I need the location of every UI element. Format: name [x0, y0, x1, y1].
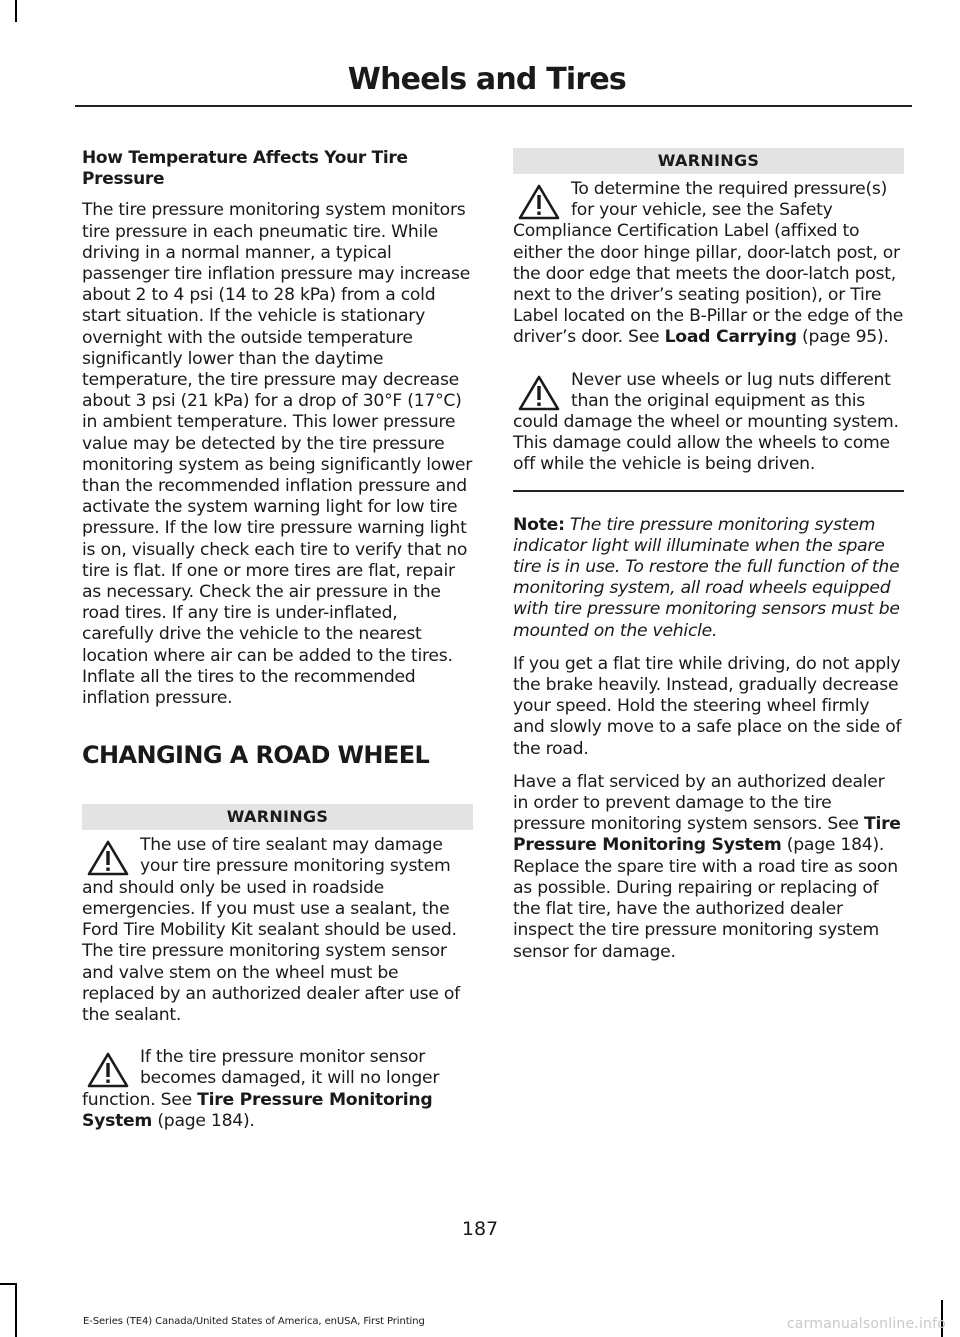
service-text-suffix: (page 184). Replace the spare tire with a road tire as soon as possible. During repairing or replacing of the flat tire, have the authorized dealer inspect the tire pressure monitoring system sensor for damage.: [513, 835, 898, 962]
service-text-lead: Have a flat serviced by an authorized dealer in order to prevent damage to the tire pressure monitoring system sensors. See: [513, 771, 885, 835]
warning-text-lead: If the tire pressure monitor sensor becomes damaged, it will no longer function. See: [82, 1047, 440, 1110]
edition-footer: E-Series (TE4) Canada/United States of America, enUSA, First Printing: [83, 1316, 425, 1327]
watermark: carmanualsonline.info: [786, 1316, 946, 1332]
warning-item: [513, 179, 904, 349]
warning-text: [82, 1047, 473, 1132]
load-carrying-link[interactable]: Load Carrying: [664, 327, 797, 348]
note: [513, 515, 904, 642]
temp-paragraph: The tire pressure monitoring system monitors tire pressure in each pneumatic tire. While driving in a normal manner, a typical passenger tire inflation pressure may increase about 2 to 4 psi (14 to 28 kPa) from a cold start situation. If the vehicle is stationary overnight with the outside temperature significantly lower than the daytime temperature, the tire pressure may decrease about 3 psi (21 kPa) for a drop of 30°F (17°C) in ambient temperature. This lower pressure value may be detected by the tire pressure monitoring system as being significantly lower than the recommended inflation pressure and activate the system warning light for low tire pressure. If the low tire pressure warning light is on, visually check each tire to verify that no tire is flat. If one or more tires are flat, repair as necessary. Check the air pressure in the road tires. If any tire is under-inflated, carefully drive the vehicle to the nearest location where air can be added to the tires. Inflate all the tires to the recommended inflation pressure.: [82, 200, 473, 709]
warning-triangle-icon: [517, 374, 561, 412]
warnings-bar: WARNINGS: [82, 804, 473, 830]
flat-tire-paragraph: If you get a flat tire while driving, do not apply the brake heavily. Instead, gradually decrease your speed. Hold the steering wheel firmly and slowly move to a safe place on the side of the road.: [513, 653, 902, 759]
crop-mark-top-left: [15, 0, 17, 22]
warning-item: [513, 370, 904, 476]
warnings-end-rule: [513, 490, 904, 492]
warning-triangle-icon: [517, 183, 561, 221]
warning-item: [82, 835, 473, 1026]
tpms-link[interactable]: Tire Pressure Monitoring System: [513, 814, 901, 856]
service-paragraph: [513, 772, 904, 963]
warning-text-lead: To determine the required pressure(s) for your vehicle, see the Safety Compliance Certification Label (affixed to either the door hinge pillar, door-latch post, or the door edge that meets the door-latch post, next to the driver’s seating position), or Tire Label located on the B-Pillar or the edge of the driver’s door. See: [513, 179, 904, 348]
crop-mark-bottom-left-h: [0, 1283, 17, 1285]
note-text: The tire pressure monitoring system indicator light will illuminate when the spare tire is in use. To restore the full function of the monitoring system, all road wheels equipped with tire pressure monitoring sensors must be mounted on the vehicle.: [513, 514, 900, 641]
warning-triangle-icon: [86, 1051, 130, 1089]
warning-text: The use of tire sealant may damage your tire pressure monitoring system and should only be used in roadside emergencies. If you must use a sealant, the Ford Tire Mobility Kit sealant should be used. The tire pressure monitoring system sensor and valve stem on the wheel must be replaced by an authorized dealer after use of the sealant.: [82, 835, 460, 1025]
page-title: Wheels and Tires: [347, 62, 626, 97]
warning-text: Never use wheels or lug nuts different than the original equipment as this could damage the wheel or mounting system. This damage could allow the wheels to come off while the vehicle is being driven.: [513, 369, 899, 475]
warning-text-suffix: (page 184).: [152, 1110, 255, 1131]
warning-item: [82, 1047, 473, 1132]
header-rule: [75, 105, 912, 107]
right-column: [513, 148, 904, 963]
temp-heading: How Temperature Affects Your Tire Pressure: [82, 148, 408, 190]
crop-mark-bottom-left: [15, 1283, 17, 1337]
note-label: Note:: [513, 514, 565, 535]
warning-text-suffix: (page 95).: [796, 327, 889, 348]
section-heading: CHANGING A ROAD WHEEL: [82, 741, 430, 770]
warnings-bar: WARNINGS: [513, 148, 904, 174]
tpms-link[interactable]: Tire Pressure Monitoring System: [82, 1089, 433, 1131]
page-number: 187: [461, 1218, 499, 1240]
warning-triangle-icon: [86, 839, 130, 877]
warning-text: [513, 179, 904, 349]
left-column: [82, 148, 473, 1132]
